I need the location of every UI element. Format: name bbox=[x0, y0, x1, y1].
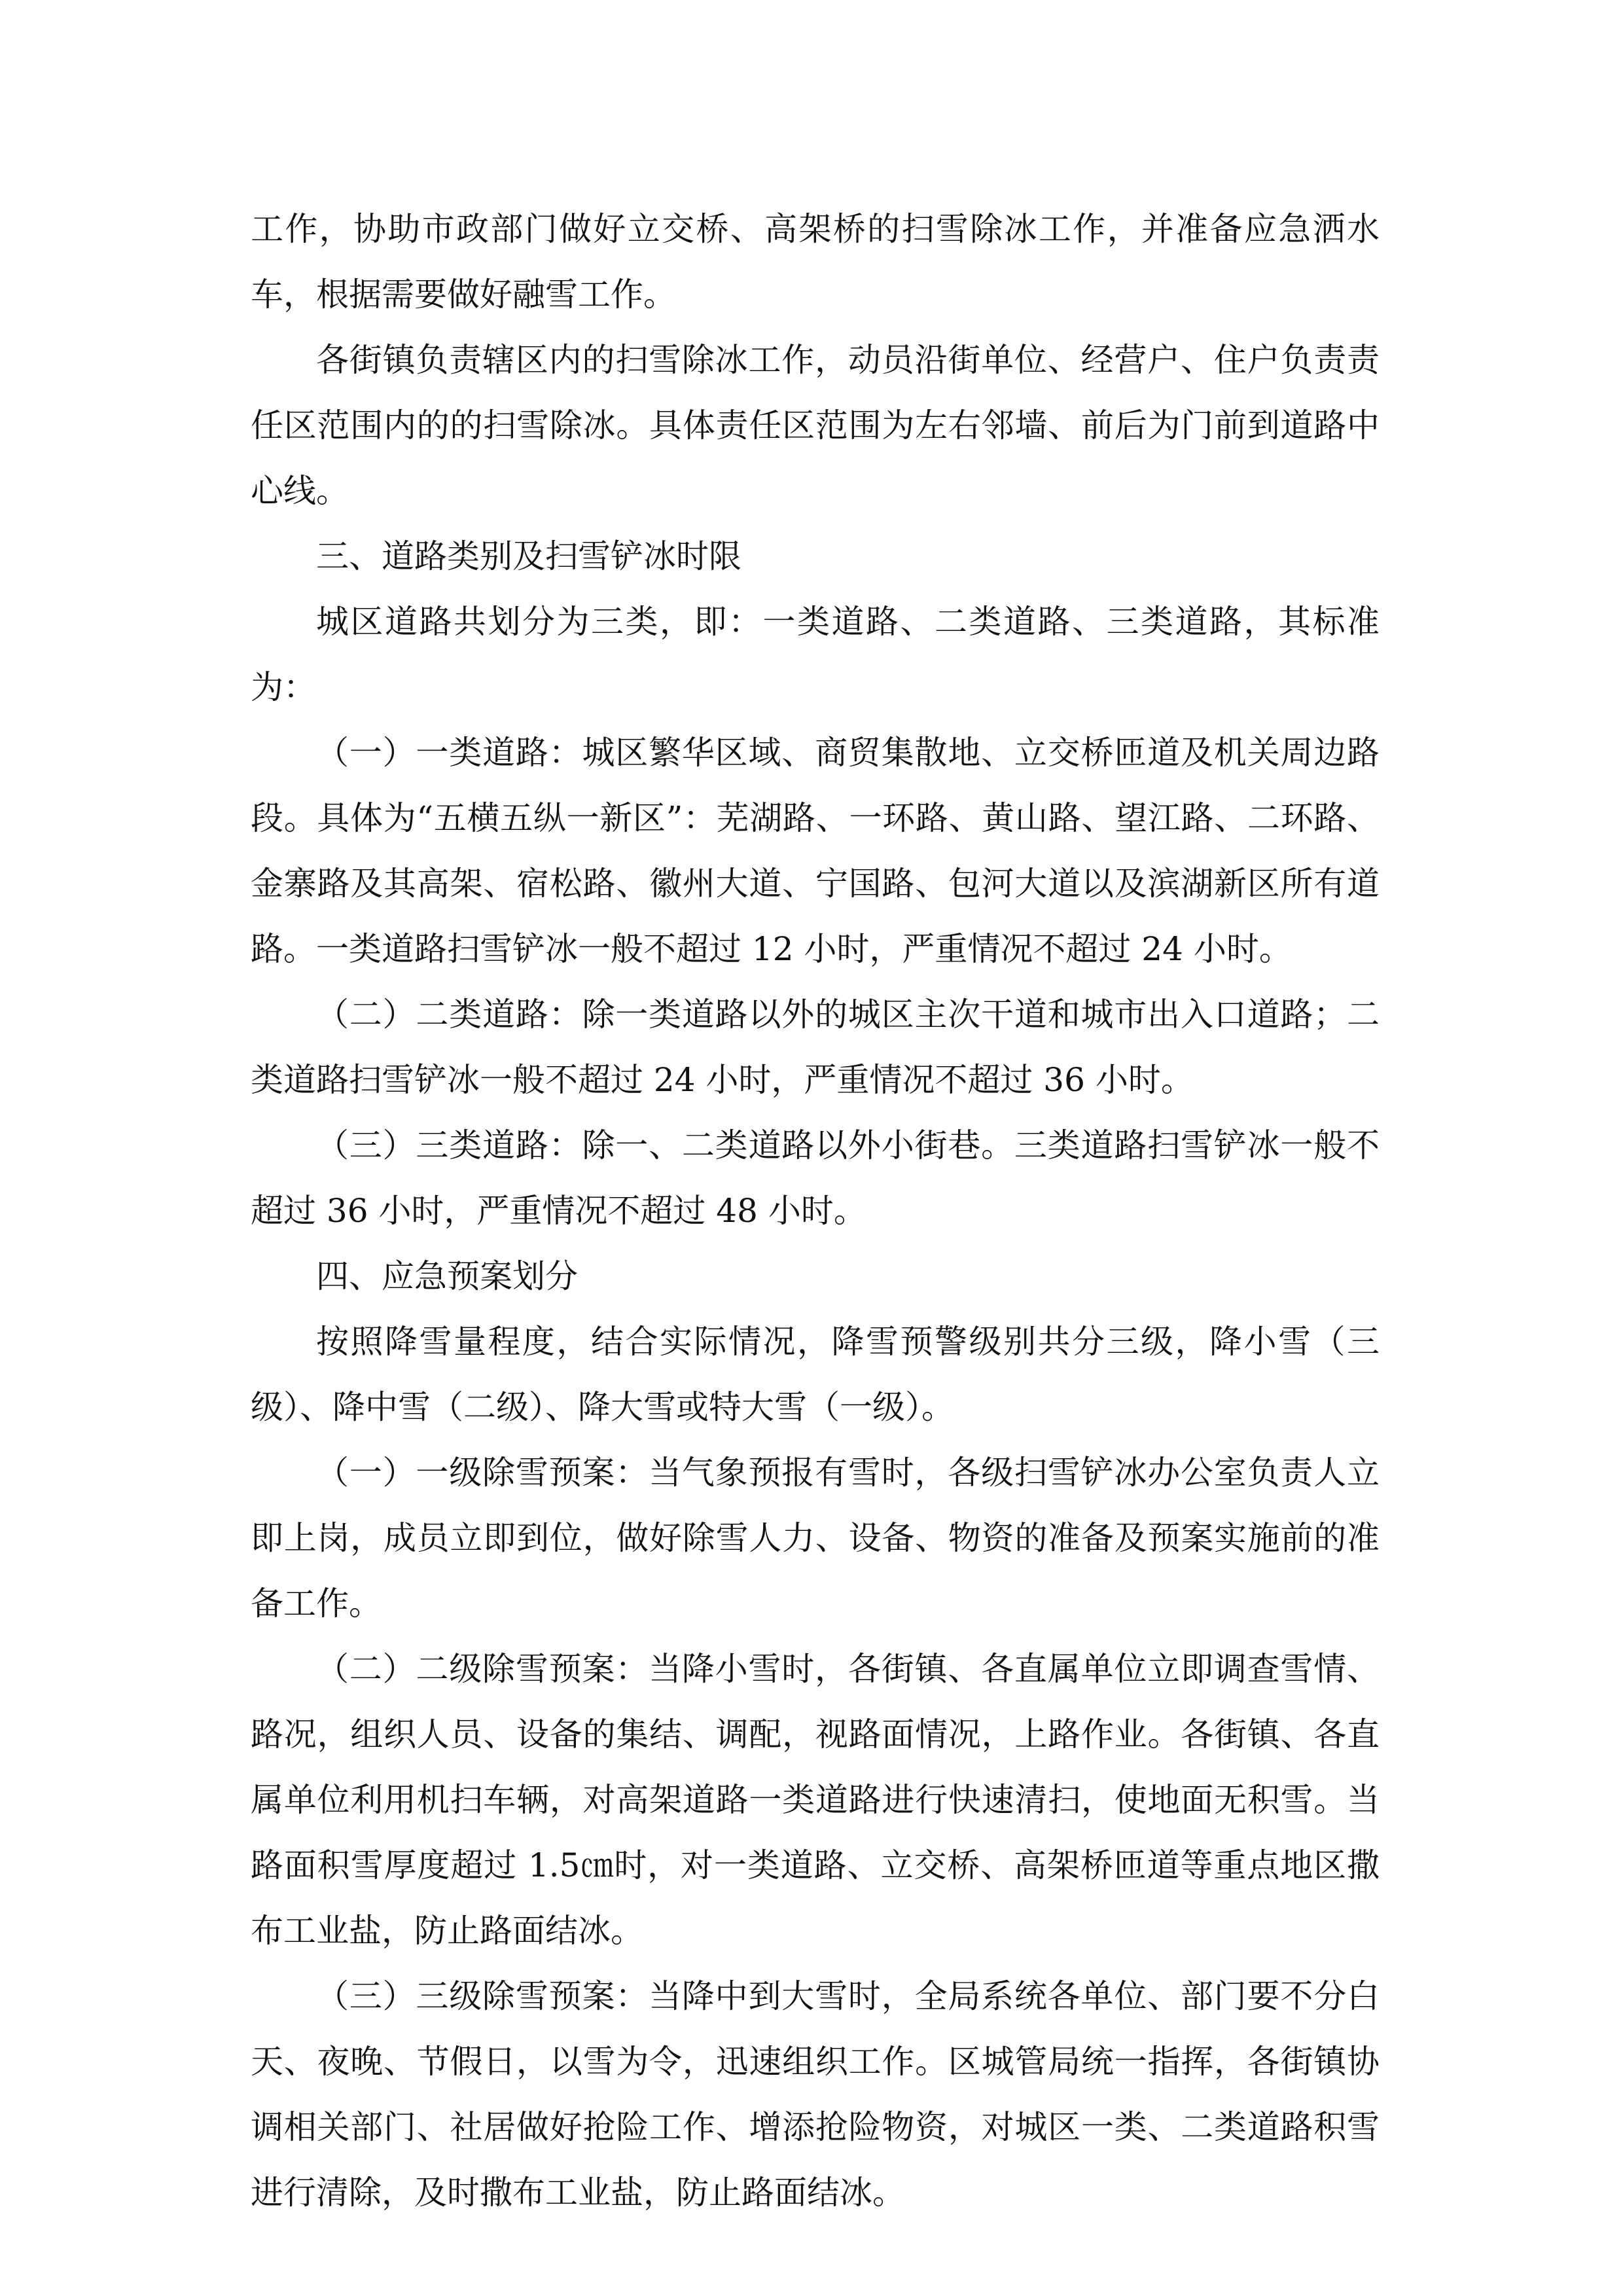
section-heading-emergency-plans: 四、应急预案划分 bbox=[316, 1257, 578, 1295]
paragraph-class-one-roads: （一）一类道路：城区繁华区域、商贸集散地、立交桥匝道及机关周边路段。具体为“五横五纵一新区”：芜湖路、一环路、黄山路、望江路、二环路、金寨路及其高架、宿松路、徽州大道、宁国路、包河大道以及滨湖新区所有道路。一类道路扫雪铲冰一般不超过 12 小时，严重情况不超过 24 小时。 bbox=[251, 734, 1380, 968]
paragraph-level-two-plan: （二）二级除雪预案：当降小雪时，各街镇、各直属单位立即调查雪情、路况，组织人员、设备的集结、调配，视路面情况，上路作业。各街镇、各直属单位利用机扫车辆，对高架道路一类道路进行快速清扫，使地面无积雪。当路面积雪厚度超过 1.5㎝时，对一类道路、立交桥、高架桥匝道等重点地区撒布工业盐，防止路面结冰。 bbox=[251, 1650, 1380, 1950]
paragraph-level-one-plan: （一）一级除雪预案：当气象预报有雪时，各级扫雪铲冰办公室负责人立即上岗，成员立即到位，做好除雪人力、设备、物资的准备及预案实施前的准备工作。 bbox=[251, 1454, 1380, 1623]
paragraph-level-three-plan: （三）三级除雪预案：当降中到大雪时，全局系统各单位、部门要不分白天、夜晚、节假日，以雪为令，迅速组织工作。区城管局统一指挥，各街镇协调相关部门、社居做好抢险工作、增添抢险物资，对城区一类、二类道路积雪进行清除，及时撒布工业盐，防止路面结冰。 bbox=[251, 1977, 1380, 2212]
section-heading-road-categories: 三、道路类别及扫雪铲冰时限 bbox=[316, 537, 741, 575]
document-body bbox=[251, 196, 1380, 2225]
paragraph-class-three-roads: （三）三类道路：除一、二类道路以外小街巷。三类道路扫雪铲冰一般不超过 36 小时，严重情况不超过 48 小时。 bbox=[251, 1126, 1380, 1230]
paragraph-warning-levels: 按照降雪量程度，结合实际情况，降雪预警级别共分三级，降小雪（三级）、降中雪（二级）、降大雪或特大雪（一级）。 bbox=[251, 1323, 1380, 1426]
paragraph-class-two-roads: （二）二类道路：除一类道路以外的城区主次干道和城市出入口道路；二类道路扫雪铲冰一般不超过 24 小时，严重情况不超过 36 小时。 bbox=[251, 996, 1380, 1099]
paragraph-street-duties: 各街镇负责辖区内的扫雪除冰工作，动员沿街单位、经营户、住户负责责任区范围内的的扫雪除冰。具体责任区范围为左右邻墙、前后为门前到道路中心线。 bbox=[251, 341, 1380, 510]
paragraph-continuation: 工作，协助市政部门做好立交桥、高架桥的扫雪除冰工作，并准备应急洒水车，根据需要做好融雪工作。 bbox=[251, 210, 1380, 314]
paragraph-road-classes-intro: 城区道路共划分为三类，即：一类道路、二类道路、三类道路，其标准为： bbox=[251, 603, 1380, 706]
